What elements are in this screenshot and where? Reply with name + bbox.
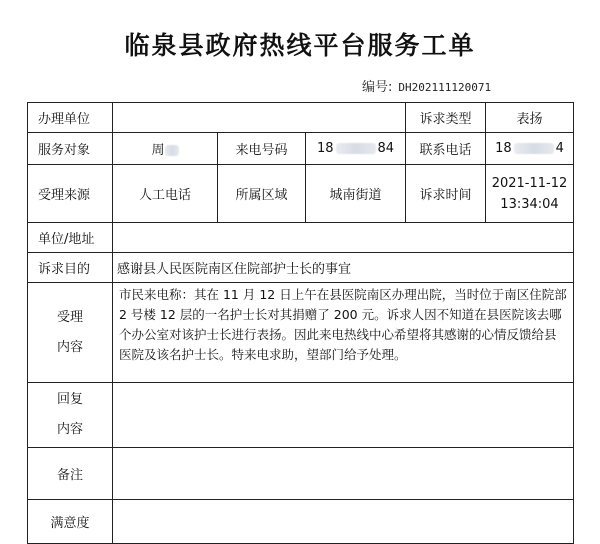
label-reply xyxy=(28,383,113,448)
service-target-name: 周 xyxy=(151,143,165,158)
label-reply-line1: 回复 xyxy=(56,392,83,407)
row-handling-unit xyxy=(28,103,574,133)
value-contact-phone xyxy=(486,133,574,165)
value-remarks xyxy=(113,448,574,500)
value-service-target xyxy=(113,133,218,165)
row-reply xyxy=(28,383,574,448)
label-handling-unit: 办理单位 xyxy=(28,103,113,133)
row-source xyxy=(28,165,574,223)
row-satisfaction xyxy=(28,500,574,544)
label-service-target: 服务对象 xyxy=(28,133,113,165)
request-date: 2021-11-12 xyxy=(491,175,568,191)
value-reply xyxy=(113,383,574,448)
value-area: 城南街道 xyxy=(306,165,406,223)
serial-label: 编号: xyxy=(362,80,393,95)
value-request-type: 表扬 xyxy=(486,103,574,133)
label-contact-phone: 联系电话 xyxy=(406,133,486,165)
label-request-time: 诉求时间 xyxy=(406,165,486,223)
contact-phone-suffix: 4 xyxy=(555,141,564,156)
value-source: 人工电话 xyxy=(113,165,218,223)
row-address xyxy=(28,223,574,253)
label-request-type: 诉求类型 xyxy=(406,103,486,133)
value-caller-number xyxy=(306,133,406,165)
value-purpose: 感谢县人民医院南区住院部护士长的事宜 xyxy=(113,253,574,283)
work-order-table xyxy=(27,102,574,544)
serial-number xyxy=(362,76,491,95)
request-clock: 13:34:04 xyxy=(500,196,559,212)
label-content xyxy=(28,283,113,383)
serial-value: DH202111120071 xyxy=(398,81,492,94)
contact-phone-prefix: 18 xyxy=(495,141,512,156)
label-remarks: 备注 xyxy=(28,448,113,500)
document-title: 临泉县政府热线平台服务工单 xyxy=(124,31,476,60)
row-purpose xyxy=(28,253,574,283)
label-purpose: 诉求目的 xyxy=(28,253,113,283)
row-remarks xyxy=(28,448,574,500)
caller-number-suffix: 84 xyxy=(377,141,395,156)
label-caller-number: 来电号码 xyxy=(218,133,306,165)
label-source: 受理来源 xyxy=(28,165,113,223)
row-service-target xyxy=(28,133,574,165)
row-content xyxy=(28,283,574,383)
redacted-contact-phone xyxy=(514,143,554,154)
value-address xyxy=(113,223,574,253)
value-content: 市民来电称：其在 11 月 12 日上午在县医院南区办理出院，当时位于南区住院部 2 号楼 12 层的一名护士长对其捐赠了 200 元。诉求人因不知道在县医院该去哪个办公室对该护士长进行表扬。因此来电热线中心希望将其感谢的心情反馈给县医院及该名护士长。特来电求助，望部门给予处理。 xyxy=(113,283,574,383)
redacted-caller-number xyxy=(336,143,376,154)
redacted-name xyxy=(165,145,179,156)
value-handling-unit xyxy=(113,103,406,133)
value-request-time xyxy=(486,165,574,223)
label-reply-line2: 内容 xyxy=(56,422,83,437)
label-address: 单位/地址 xyxy=(28,223,113,253)
label-satisfaction: 满意度 xyxy=(28,500,113,544)
label-content-line1: 受理 xyxy=(56,309,83,325)
label-content-line2: 内容 xyxy=(56,339,83,355)
value-satisfaction xyxy=(113,500,574,544)
caller-number-prefix: 18 xyxy=(316,141,334,156)
label-area: 所属区域 xyxy=(218,165,306,223)
